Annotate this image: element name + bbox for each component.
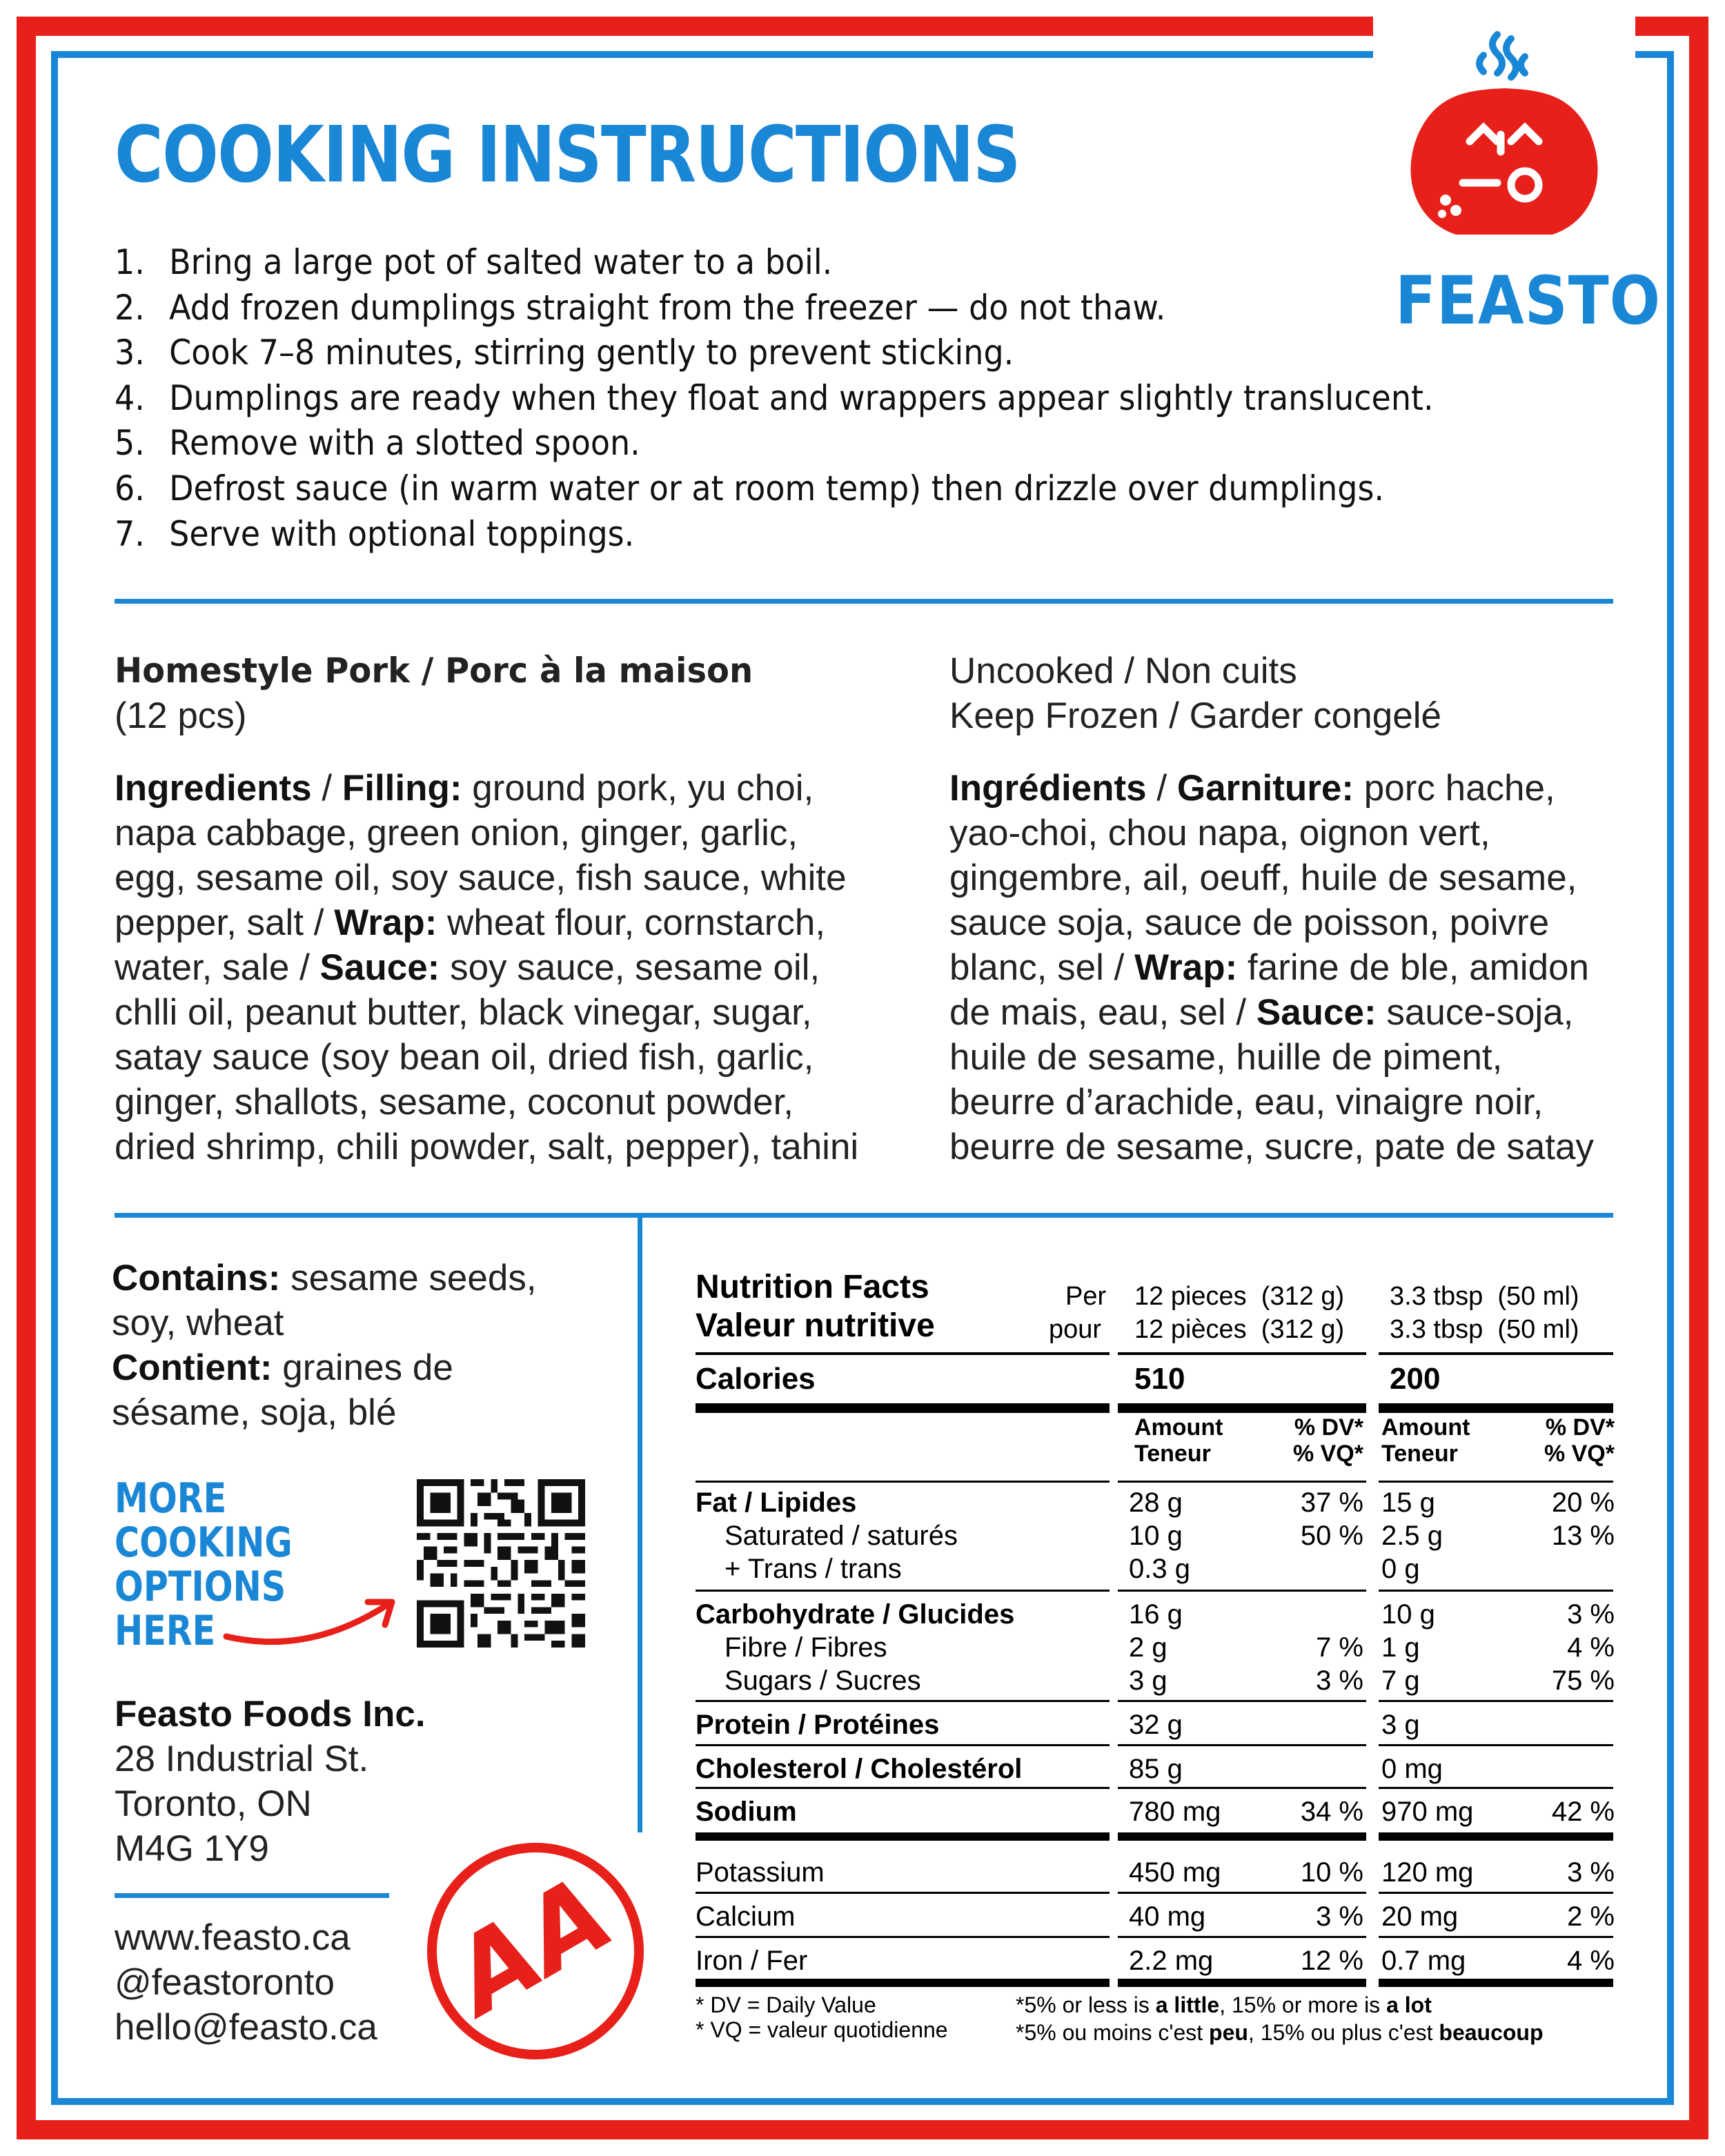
nutrient-label: Potassium <box>696 1857 825 1888</box>
nutrient-amount: 2.2 mg <box>1129 1946 1214 1976</box>
nutrient-amount: 16 g <box>1129 1599 1183 1630</box>
nutrient-label: Fat / Lipides <box>696 1487 857 1518</box>
nutrient-amount: 40 mg <box>1129 1901 1206 1932</box>
website-link[interactable]: www.feasto.ca <box>115 1917 351 1958</box>
curved-arrow-icon <box>219 1587 406 1663</box>
nutrient-dv: 20 % <box>1551 1487 1615 1518</box>
column-divider <box>638 1213 642 1832</box>
nutrient-amount: 10 g <box>1381 1599 1435 1630</box>
nutrient-dv: 3 % <box>1567 1599 1615 1630</box>
nutrient-dv: 4 % <box>1567 1632 1615 1663</box>
nutrient-amount: 120 mg <box>1381 1857 1474 1888</box>
nutrient-dv: 2 % <box>1567 1901 1615 1932</box>
allergens: Contains: sesame seeds, soy, wheat Contient: graines de sésame, soja, blé <box>112 1258 537 1433</box>
nutrient-label: Carbohydrate / Glucides <box>696 1599 1015 1630</box>
step-item: 3. Cook 7–8 minutes, stirring gently to prevent sticking. <box>115 333 1014 373</box>
nutrient-amount: 3 g <box>1381 1710 1420 1740</box>
nutrient-label: + Trans / trans <box>724 1554 902 1584</box>
step-item: 2. Add frozen dumplings straight from the freezer — do not thaw. <box>115 287 1166 328</box>
nutrient-dv: 75 % <box>1551 1665 1615 1696</box>
nutrient-label: Fibre / Fibres <box>724 1632 887 1663</box>
step-item: 4. Dumplings are ready when they float and wrappers appear slightly translucent. <box>115 377 1434 418</box>
nutrient-amount: 85 g <box>1129 1754 1183 1784</box>
nutrient-label: Protein / Protéines <box>696 1710 940 1740</box>
nutrient-dv: 10 % <box>1300 1857 1363 1888</box>
divider <box>115 1893 389 1898</box>
social-handle[interactable]: @feastoronto <box>115 1962 335 2003</box>
storage-label: Keep Frozen / Garder congelé <box>949 695 1441 736</box>
nutrition-title-fr: Valeur nutritive <box>696 1307 935 1344</box>
brand-name: FEASTO <box>1395 262 1661 339</box>
nutrient-amount: 780 mg <box>1129 1797 1221 1827</box>
company-address: Feasto Foods Inc. 28 Industrial St. Toronto, ON M4G 1Y9 <box>115 1692 598 1871</box>
product-name: Homestyle Pork / Porc à la maison <box>115 651 753 691</box>
dv-footnote-en: *5% or less is a little, 15% or more is a lot <box>1016 1992 1432 2017</box>
nutrient-amount: 0.3 g <box>1129 1554 1190 1584</box>
nutrient-dv: 37 % <box>1300 1487 1363 1518</box>
nutrient-amount: 0.7 mg <box>1381 1946 1466 1976</box>
product-count: (12 pcs) <box>115 695 247 736</box>
nutrient-amount: 7 g <box>1381 1665 1420 1696</box>
divider <box>115 1213 1613 1218</box>
nutrient-amount: 10 g <box>1129 1521 1183 1551</box>
step-item: 1. Bring a large pot of salted water to a boil. <box>115 242 833 282</box>
nutrient-label: Sugars / Sucres <box>724 1665 921 1696</box>
company-name: Feasto Foods Inc. <box>115 1694 426 1734</box>
nutrient-amount: 2 g <box>1129 1632 1167 1663</box>
nutrient-label: Cholesterol / Cholestérol <box>696 1754 1023 1784</box>
nutrient-amount: 20 mg <box>1381 1901 1459 1932</box>
nutrient-amount: 0 mg <box>1381 1754 1443 1784</box>
nutrient-dv: 50 % <box>1300 1521 1363 1551</box>
page-title: COOKING INSTRUCTIONS <box>115 110 1020 200</box>
nutrient-dv: 3 % <box>1316 1901 1363 1932</box>
email-link[interactable]: hello@feasto.ca <box>115 2007 377 2048</box>
uncooked-label: Uncooked / Non cuits <box>949 651 1297 691</box>
nutrient-dv: 42 % <box>1551 1797 1615 1827</box>
nutrition-facts-table: Nutrition Facts Valeur nutritive Per pour 12 pieces (312 g) 12 pièces (312 g) 3.3 tbsp (50 ml) 3.3 tbsp (50 ml) Calories 510 200 Amount Teneur % DV* % VQ* Amount Teneur % DV* % VQ* Fat / Lipides 28 g 37 % 15 g 20 % Saturated / saturés 10 g 50 % 2.5 g 13 % + Trans / trans 0.3 g 0 g Carbohydrate / Glucides 16 g 10 g 3 % Fibre / Fibres 2 g 7 % 1 g 4 % Sugars / Sucres 3 g 3 % 7 g 75 % Protein / Protéines 32 g 3 g Cholesterol / Cholestérol 85 g 0 mg Sodium 780 mg 34 % 970 mg 42 % Potassium 450 mg 10 % 120 mg 3 % Calcium 40 mg 3 % 20 mg 2 % Iron / Fer 2.2 mg 12 % 0.7 mg 4 % * DV = Daily Value * VQ = valeur quotidienne *5% or less is a little, 15% or more is a lot *5% ou moins c'est peu, 15% ou plus c'est beaucoup <box>696 1269 1615 2045</box>
nutrient-dv: 3 % <box>1567 1857 1615 1888</box>
product-info-en <box>115 649 929 1169</box>
nutrient-amount: 1 g <box>1381 1632 1420 1663</box>
nutrient-amount: 15 g <box>1381 1487 1435 1518</box>
nutrient-dv: 13 % <box>1551 1521 1615 1551</box>
steaming-dumpling-icon <box>1373 14 1635 262</box>
nutrient-dv: 34 % <box>1300 1797 1363 1827</box>
nutrient-dv: 12 % <box>1300 1946 1363 1976</box>
nutrient-amount: 32 g <box>1129 1710 1183 1740</box>
step-item: 7. Serve with optional toppings. <box>115 513 635 554</box>
more-cooking-options-link[interactable]: MORE COOKING OPTIONS HERE <box>115 1474 293 1655</box>
nutrient-amount: 450 mg <box>1129 1857 1221 1888</box>
dv-footnote-fr: *5% ou moins c'est peu, 15% ou plus c'est beaucoup <box>1016 2020 1544 2045</box>
ingredients-fr: Ingrédients / Garniture: porc hache, yao-choi, chou napa, oignon vert, gingembre, ail, oeuff, huile de sesame, sauce soja, sauce de poisson, poivre blanc, sel / Wrap: farine de ble, amidon de mais, eau, sel / Sauce: sauce-soja, huile de sesame, huille de piment, beurre d’arachide, eau, vinaigre noir, beurre de sesame, sucre, pate de satay <box>949 768 1594 1167</box>
brand-logo <box>1373 14 1635 262</box>
nutrient-label: Calcium <box>696 1901 796 1932</box>
step-item: 6. Defrost sauce (in warm water or at room temp) then drizzle over dumplings. <box>115 468 1385 508</box>
nutrition-title-en: Nutrition Facts <box>696 1269 929 1305</box>
nutrient-dv: 4 % <box>1567 1946 1615 1976</box>
product-info-fr <box>949 649 1626 1169</box>
nutrient-amount: 0 g <box>1381 1554 1420 1584</box>
nutrient-label: Sodium <box>696 1797 797 1827</box>
ingredients-en: Ingredients / Filling: ground pork, yu choi, napa cabbage, green onion, ginger, garlic, egg, sesame oil, soy sauce, fish sauce, white pepper, salt / Wrap: wheat flour, cornstarch, water, sale / Sauce: soy sauce, sesame oil, chlli oil, peanut butter, black vinegar, sugar, satay sauce (soy bean oil, dried fish, garlic, ginger, shallots, sesame, coconut powder, dried shrimp, chili powder, salt, pepper), tahini <box>115 768 859 1167</box>
divider <box>115 599 1613 604</box>
nutrient-label: Saturated / saturés <box>724 1521 958 1551</box>
nutrient-amount: 3 g <box>1129 1665 1167 1696</box>
cooking-steps-list <box>115 240 1434 557</box>
nutrient-dv: 7 % <box>1316 1632 1363 1663</box>
nutrient-dv: 3 % <box>1316 1665 1363 1696</box>
qr-code-icon[interactable] <box>417 1479 585 1648</box>
nutrient-amount: 28 g <box>1129 1487 1183 1518</box>
seal-text: AA <box>433 1853 632 2038</box>
step-item: 5. Remove with a slotted spoon. <box>115 423 640 464</box>
aa-seal-icon <box>420 1835 651 2067</box>
nutrient-amount: 2.5 g <box>1381 1521 1443 1551</box>
nutrient-label: Iron / Fer <box>696 1946 808 1976</box>
nutrient-amount: 970 mg <box>1381 1797 1474 1827</box>
